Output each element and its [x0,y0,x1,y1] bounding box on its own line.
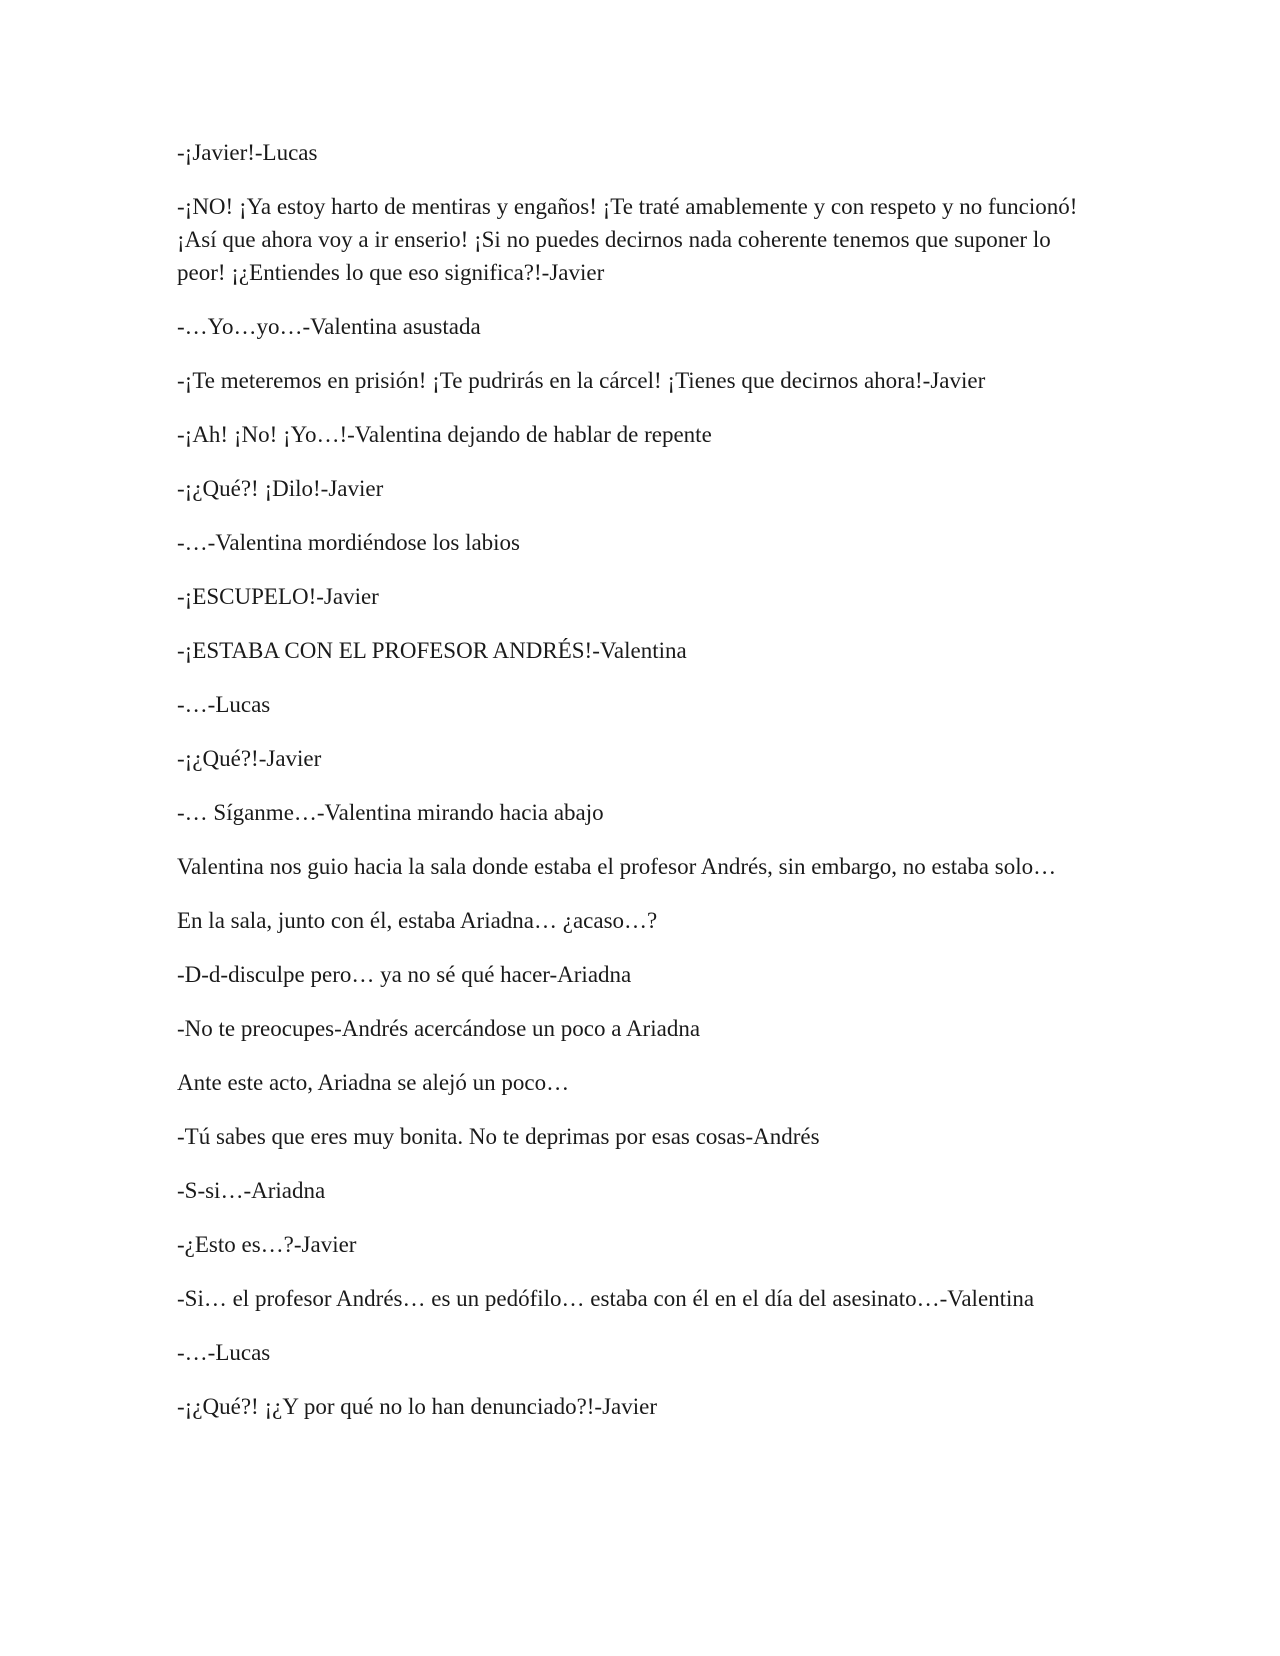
paragraph: -¡¿Qué?! ¡¿Y por qué no lo han denunciado?!-Javier [177,1394,658,1419]
paragraph: -Tú sabes que eres muy bonita. No te deprimas por esas cosas-Andrés [177,1124,820,1149]
paragraph: -¡ESCUPELO!-Javier [177,584,379,609]
document-page [177,136,1097,1444]
paragraph: -¡Ah! ¡No! ¡Yo…!-Valentina dejando de hablar de repente [177,422,712,447]
paragraph: -…-Valentina mordiéndose los labios [177,530,521,555]
paragraph: -¡Te meteremos en prisión! ¡Te pudrirás en la cárcel! ¡Tienes que decirnos ahora!-Javier [177,368,986,393]
paragraph: -… Síganme…-Valentina mirando hacia abajo [177,800,604,825]
paragraph: -¡¿Qué?! ¡Dilo!-Javier [177,476,384,501]
paragraph: -Si… el profesor Andrés… es un pedófilo… estaba con él en el día del asesinato…-Valentina [177,1286,1035,1311]
paragraph: -¡¿Qué?!-Javier [177,746,322,771]
paragraph: Ante este acto, Ariadna se alejó un poco… [177,1070,570,1095]
paragraph: -…-Lucas [177,692,271,717]
paragraph: -¿Esto es…?-Javier [177,1232,357,1257]
paragraph: -…Yo…yo…-Valentina asustada [177,314,481,339]
paragraph: En la sala, junto con él, estaba Ariadna… ¿acaso…? [177,908,658,933]
paragraph: -S-si…-Ariadna [177,1178,326,1203]
paragraph: -D-d-disculpe pero… ya no sé qué hacer-Ariadna [177,962,632,987]
paragraph: -…-Lucas [177,1340,271,1365]
paragraph: -¡NO! ¡Ya estoy harto de mentiras y engaños! ¡Te traté amablemente y con respeto y no funcionó! ¡Así que ahora voy a ir enserio! ¡Si no puedes decirnos nada coherente tenemos que suponer lo peor! ¡¿Entiendes lo que eso significa?!-Javier [177,194,1078,285]
paragraph: Valentina nos guio hacia la sala donde estaba el profesor Andrés, sin embargo, no estaba solo… [177,854,1057,879]
paragraph: -¡ESTABA CON EL PROFESOR ANDRÉS!-Valentina [177,638,687,663]
paragraph: -No te preocupes-Andrés acercándose un poco a Ariadna [177,1016,701,1041]
paragraph: -¡Javier!-Lucas [177,140,318,165]
